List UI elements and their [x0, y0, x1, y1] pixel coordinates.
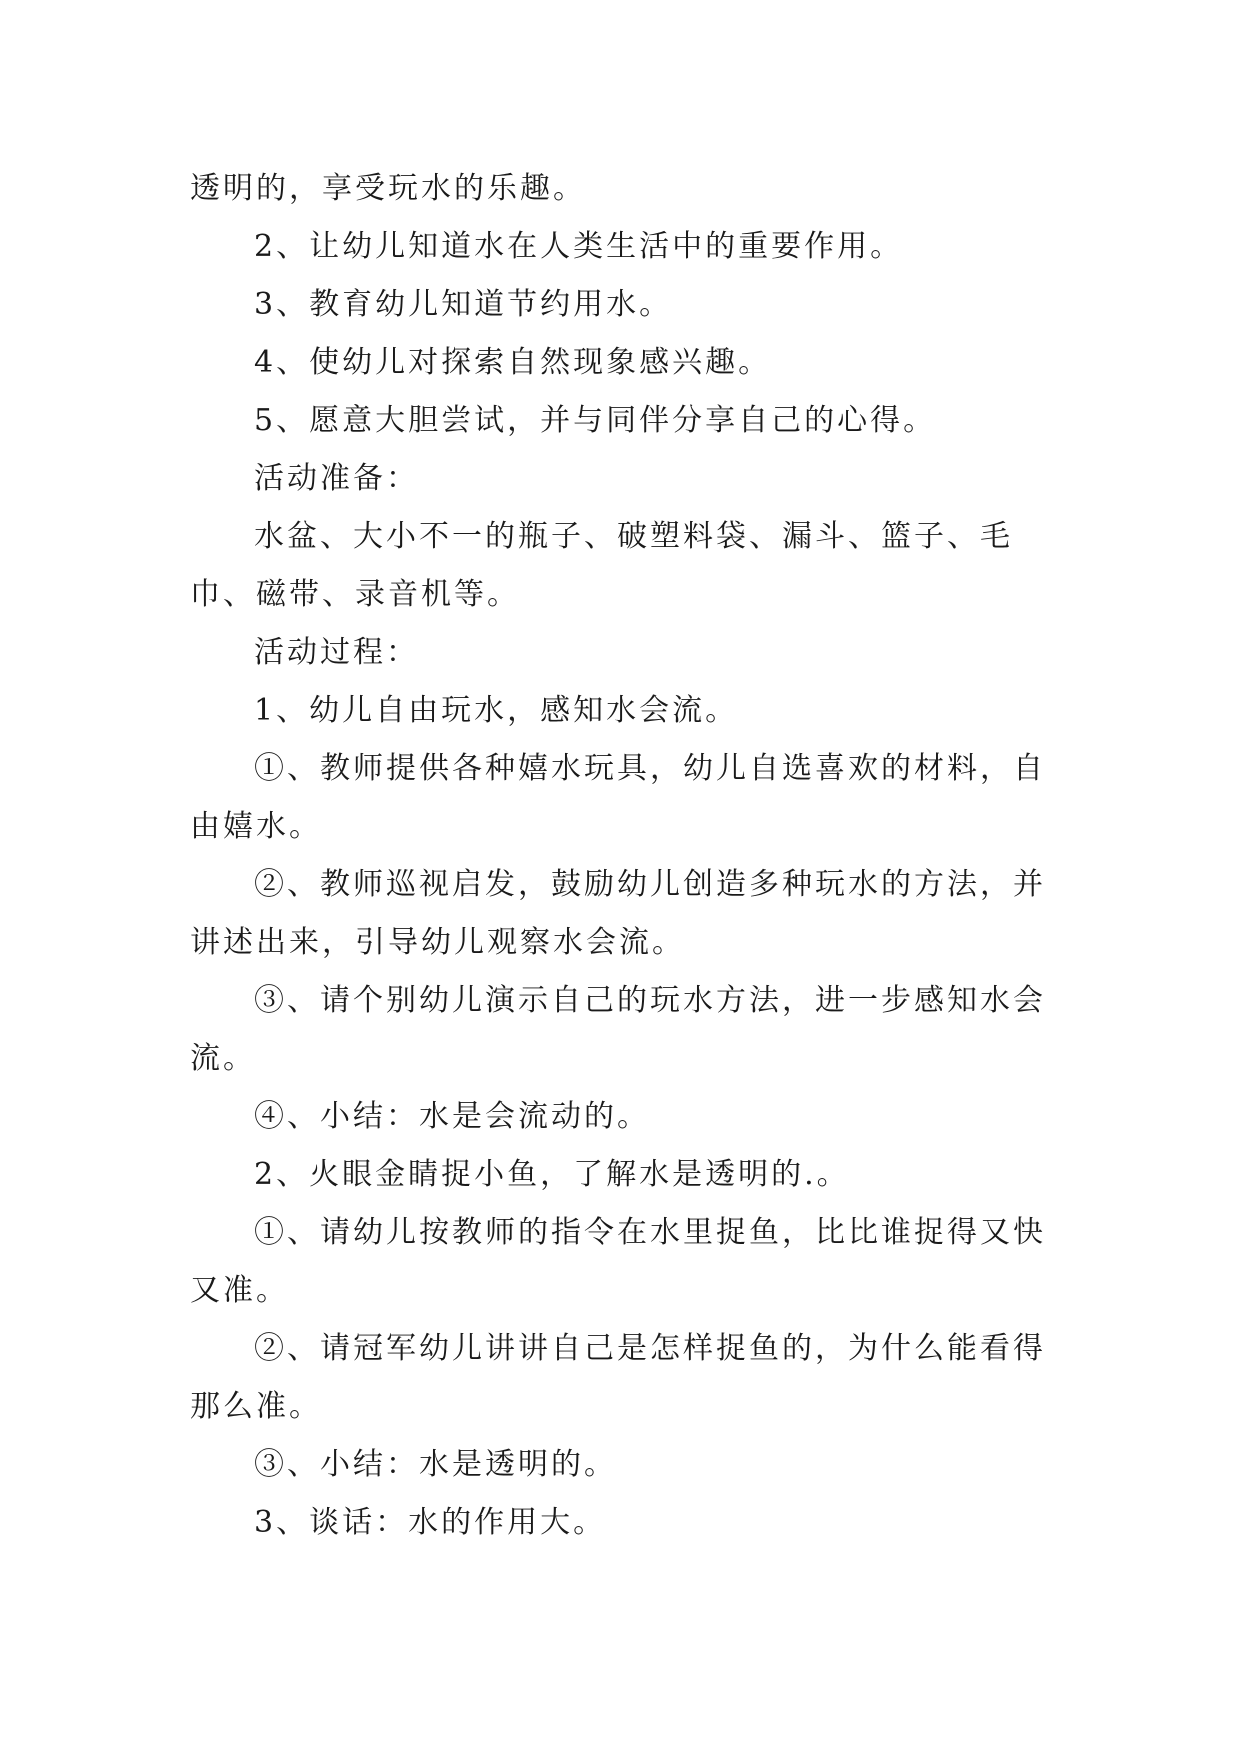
paragraph: ②、教师巡视启发，鼓励幼儿创造多种玩水的方法，并讲述出来，引导幼儿观察水会流。	[190, 867, 1046, 960]
paragraph: ②、请冠军幼儿讲讲自己是怎样捉鱼的，为什么能看得那么准。	[190, 1331, 1046, 1424]
paragraph: ④、小结：水是会流动的。	[254, 1099, 650, 1134]
paragraph: ③、小结：水是透明的。	[254, 1447, 617, 1482]
paragraph: 3、教育幼儿知道节约用水。	[254, 287, 673, 322]
paragraph: ①、请幼儿按教师的指令在水里捉鱼，比比谁捉得又快又准。	[190, 1215, 1046, 1308]
section-heading: 活动准备：	[254, 461, 419, 496]
paragraph: 2、让幼儿知道水在人类生活中的重要作用。	[254, 229, 904, 264]
paragraph: 3、谈话：水的作用大。	[254, 1505, 607, 1540]
paragraph: 5、愿意大胆尝试，并与同伴分享自己的心得。	[254, 403, 937, 438]
paragraph: 水盆、大小不一的瓶子、破塑料袋、漏斗、篮子、毛巾、磁带、录音机等。	[190, 519, 1013, 612]
paragraph: ①、教师提供各种嬉水玩具，幼儿自选喜欢的材料，自由嬉水。	[190, 751, 1046, 844]
paragraph: 2、火眼金睛捉小鱼，了解水是透明的.。	[254, 1157, 850, 1192]
section-heading: 活动过程：	[254, 635, 419, 670]
paragraph: 1、幼儿自由玩水，感知水会流。	[254, 693, 739, 728]
paragraph: ③、请个别幼儿演示自己的玩水方法，进一步感知水会流。	[190, 983, 1046, 1076]
document-body	[190, 160, 1060, 1552]
paragraph: 4、使幼儿对探索自然现象感兴趣。	[254, 345, 772, 380]
paragraph: 透明的，享受玩水的乐趣。	[190, 171, 586, 206]
